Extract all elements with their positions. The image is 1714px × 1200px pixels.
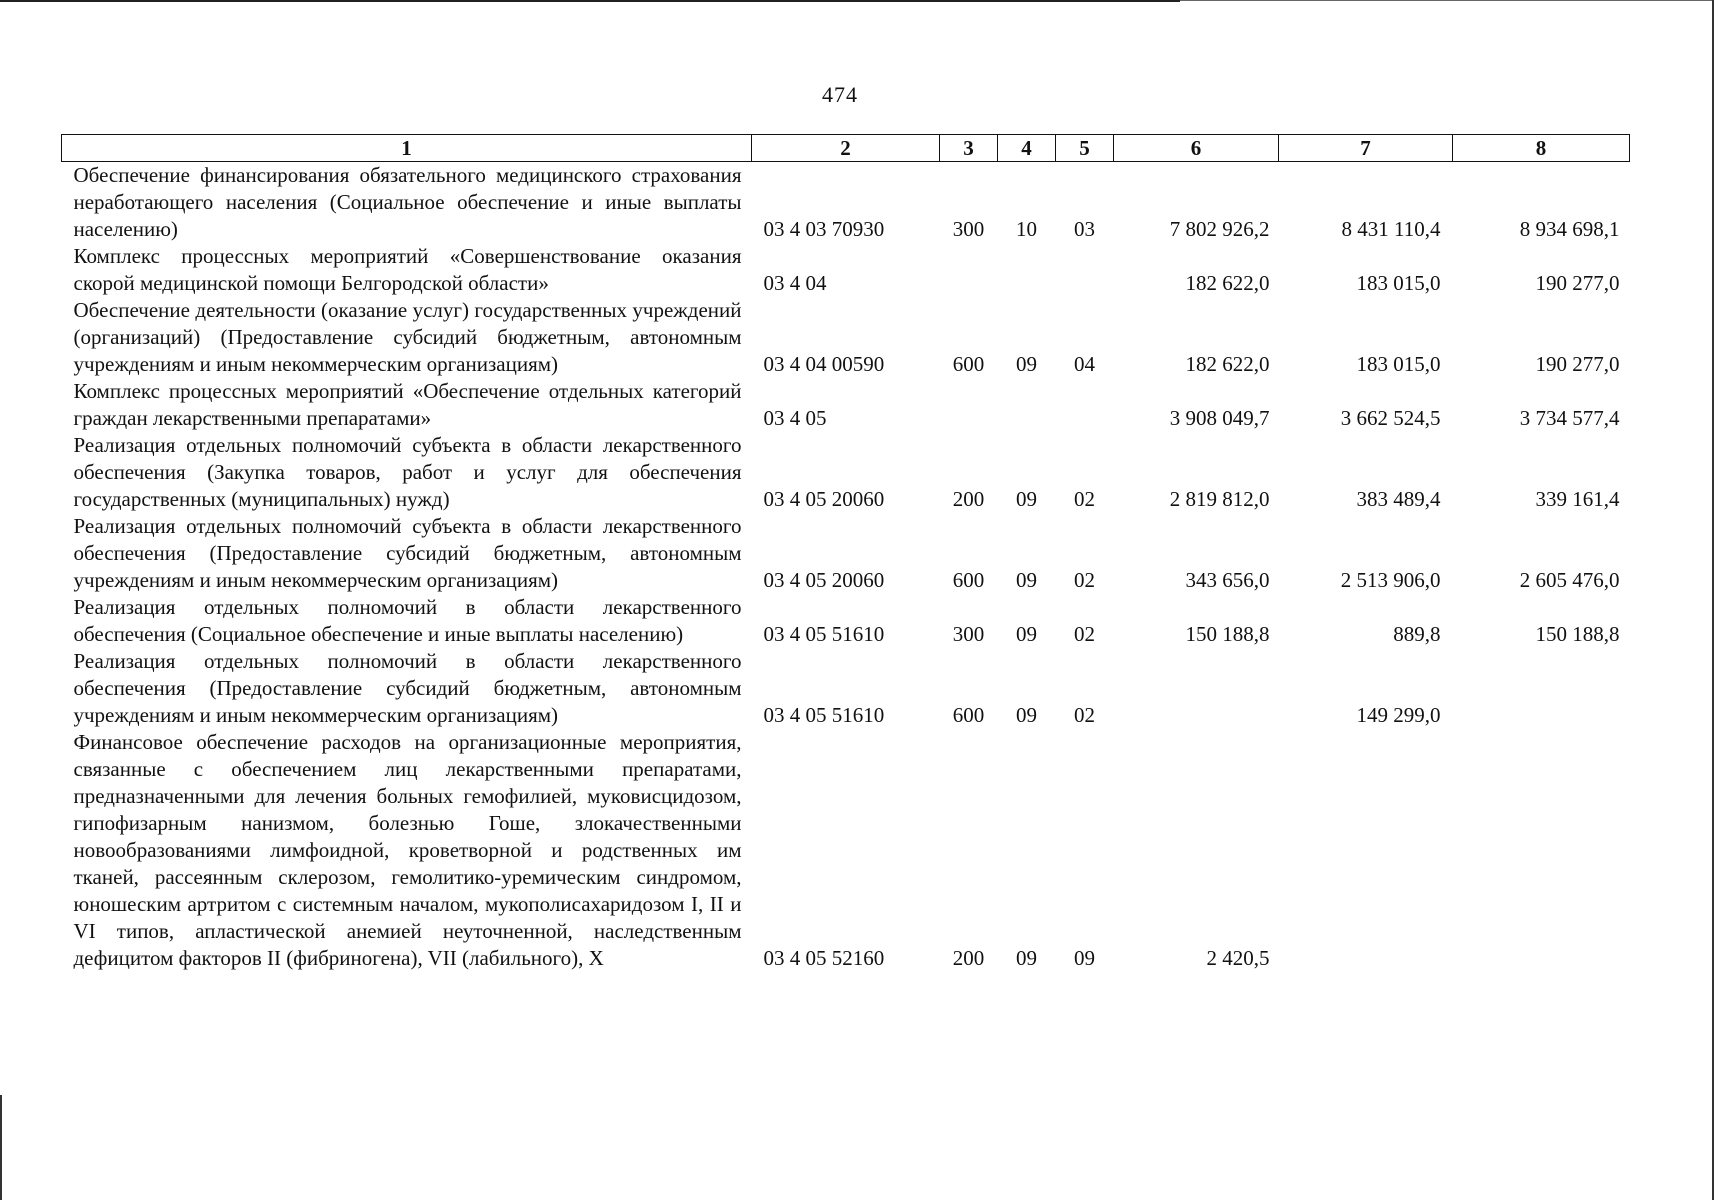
row-col3: 200 (952, 946, 985, 970)
budget-table-container (61, 134, 1629, 972)
row-col7: 183 015,0 (1356, 271, 1441, 295)
row-col3: 600 (952, 352, 985, 376)
row-col4: 09 (1016, 703, 1037, 727)
column-header-6: 6 (1114, 135, 1279, 162)
row-col6: 182 622,0 (1185, 271, 1270, 295)
row-col3: 200 (952, 487, 985, 511)
row-col4: 10 (1016, 217, 1037, 241)
row-col7: 3 662 524,5 (1340, 406, 1441, 430)
row-code: 03 4 05 (763, 406, 827, 430)
row-col5: 02 (1074, 622, 1095, 646)
table-row (62, 297, 1630, 378)
row-description: Комплекс процессных мероприятий «Обеспечение отдельных категорий граждан лекарственными препаратами» (73, 379, 742, 430)
column-header-7: 7 (1279, 135, 1453, 162)
row-col6: 2 420,5 (1206, 946, 1270, 970)
row-col6: 182 622,0 (1185, 352, 1270, 376)
row-col7: 183 015,0 (1356, 352, 1441, 376)
row-col8: 3 734 577,4 (1519, 406, 1620, 430)
column-header-4: 4 (998, 135, 1056, 162)
row-col6: 150 188,8 (1185, 622, 1270, 646)
row-code: 03 4 05 52160 (763, 946, 885, 970)
row-code: 03 4 03 70930 (763, 217, 885, 241)
row-col8: 8 934 698,1 (1519, 217, 1620, 241)
table-body (62, 162, 1630, 973)
row-col3: 300 (952, 622, 985, 646)
row-col7 (1279, 729, 1453, 972)
row-col3: 600 (952, 568, 985, 592)
column-header-8: 8 (1453, 135, 1630, 162)
row-col6: 7 802 926,2 (1169, 217, 1270, 241)
column-header-1: 1 (62, 135, 752, 162)
row-col8: 190 277,0 (1535, 271, 1620, 295)
row-col5: 02 (1074, 487, 1095, 511)
column-header-2: 2 (752, 135, 940, 162)
row-code: 03 4 05 20060 (763, 568, 885, 592)
row-code: 03 4 04 (763, 271, 827, 295)
header-row (62, 135, 1630, 162)
row-col3 (940, 243, 998, 297)
row-col4: 09 (1016, 622, 1037, 646)
table-row (62, 243, 1630, 297)
row-col6: 2 819 812,0 (1169, 487, 1270, 511)
row-col5: 09 (1074, 946, 1095, 970)
table-row (62, 432, 1630, 513)
page-number: 474 (822, 82, 858, 107)
row-col4: 09 (1016, 352, 1037, 376)
table-row (62, 729, 1630, 972)
row-col5: 02 (1074, 703, 1095, 727)
row-code: 03 4 04 00590 (763, 352, 885, 376)
row-col7: 8 431 110,4 (1341, 217, 1441, 241)
row-col5: 02 (1074, 568, 1095, 592)
row-col8 (1453, 729, 1630, 972)
scan-top-border (0, 0, 1180, 2)
scan-top-border-faint (1180, 0, 1714, 1)
row-col3 (940, 378, 998, 432)
table-header (62, 135, 1630, 162)
row-description: Реализация отдельных полномочий в области лекарственного обеспечения (Социальное обеспечение и иные выплаты населению) (73, 595, 742, 646)
row-col6 (1114, 648, 1279, 729)
row-col7: 383 489,4 (1356, 487, 1441, 511)
row-col6: 3 908 049,7 (1169, 406, 1270, 430)
row-col4 (998, 378, 1056, 432)
table-row (62, 513, 1630, 594)
row-col5: 03 (1074, 217, 1095, 241)
row-col8 (1453, 648, 1630, 729)
row-col6: 343 656,0 (1185, 568, 1270, 592)
table-row (62, 162, 1630, 244)
table-row (62, 594, 1630, 648)
table-row (62, 378, 1630, 432)
row-col4: 09 (1016, 487, 1037, 511)
row-description: Обеспечение деятельности (оказание услуг) государственных учреждений (организаций) (Предоставление субсидий бюджетным, автономным учреждениям и иным некоммерческим организациям) (73, 298, 742, 376)
row-col4 (998, 243, 1056, 297)
row-col4: 09 (1016, 568, 1037, 592)
scan-left-edge (0, 1095, 2, 1200)
row-col5 (1056, 378, 1114, 432)
row-col7: 149 299,0 (1356, 703, 1441, 727)
row-code: 03 4 05 51610 (763, 703, 885, 727)
row-col7: 2 513 906,0 (1340, 568, 1441, 592)
row-code: 03 4 05 20060 (763, 487, 885, 511)
row-col8: 150 188,8 (1535, 622, 1620, 646)
row-description: Реализация отдельных полномочий субъекта в области лекарственного обеспечения (Предоставление субсидий бюджетным, автономным учреждениям и иным некоммерческим организациям) (73, 514, 742, 592)
column-header-5: 5 (1056, 135, 1114, 162)
row-code: 03 4 05 51610 (763, 622, 885, 646)
table-row (62, 648, 1630, 729)
row-description: Реализация отдельных полномочий субъекта в области лекарственного обеспечения (Закупка товаров, работ и услуг для обеспечения государственных (муниципальных) нужд) (73, 433, 742, 511)
row-col4: 09 (1016, 946, 1037, 970)
row-description: Комплекс процессных мероприятий «Совершенствование оказания скорой медицинской помощи Белгородской области» (73, 244, 742, 295)
row-col5 (1056, 243, 1114, 297)
row-col8: 339 161,4 (1535, 487, 1620, 511)
row-col8: 2 605 476,0 (1519, 568, 1620, 592)
row-col5: 04 (1074, 352, 1095, 376)
row-col7: 889,8 (1393, 622, 1441, 646)
row-description: Реализация отдельных полномочий в области лекарственного обеспечения (Предоставление субсидий бюджетным, автономным учреждениям и иным некоммерческим организациям) (73, 649, 742, 727)
row-col3: 600 (952, 703, 985, 727)
row-col8: 190 277,0 (1535, 352, 1620, 376)
row-description: Финансовое обеспечение расходов на организационные мероприятия, связанные с обеспечением лиц лекарственными препаратами, предназначенными для лечения больных гемофилией, муковисцидозом, гипофизарным нанизмом, болезнью Гоше, злокачественными новообразованиями лимфоидной, кроветворной и родственных им тканей, рассеянным склерозом, гемолитико-уремическим синдромом, юношеским артритом с системным началом, мукополисахаридозом I, II и VI типов, апластической анемией неуточненной, наследственным дефицитом факторов II (фибриногена), VII (лабильного), X (73, 730, 742, 970)
budget-table (61, 134, 1630, 972)
row-description: Обеспечение финансирования обязательного медицинского страхования неработающего населения (Социальное обеспечение и иные выплаты населению) (73, 163, 742, 241)
row-col3: 300 (952, 217, 985, 241)
column-header-3: 3 (940, 135, 998, 162)
